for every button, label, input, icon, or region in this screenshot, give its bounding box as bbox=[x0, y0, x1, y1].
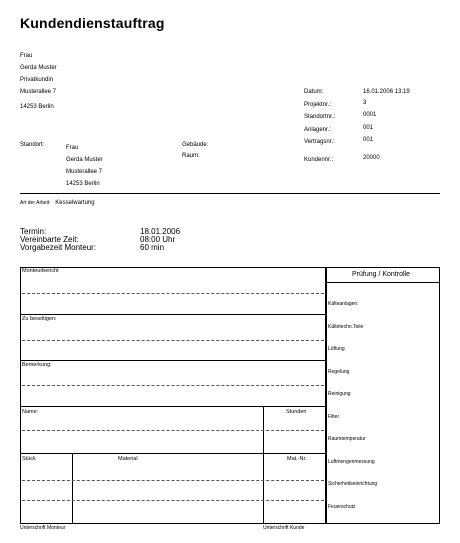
remark-label: Bemerkung: bbox=[22, 362, 52, 368]
check-item: Regelung bbox=[328, 368, 350, 375]
meta-values bbox=[363, 86, 410, 164]
customer-address-line: Gerda Muster bbox=[20, 65, 57, 71]
sign-customer-label: Unterschrift Kunde bbox=[263, 525, 305, 531]
hours-label: Stunden bbox=[286, 409, 307, 415]
checks-header: Prüfung / Kontrolle bbox=[352, 271, 410, 278]
location-address bbox=[66, 142, 103, 190]
monteur-report-label: Monteurbericht bbox=[22, 268, 59, 274]
meta-value: 20000 bbox=[363, 154, 380, 161]
dashed-line bbox=[22, 480, 324, 481]
check-item: Luftmengenmessung bbox=[328, 458, 375, 465]
check-item: Kältetechn.Teile bbox=[328, 323, 364, 330]
dashed-line bbox=[22, 385, 324, 386]
name-label: Name: bbox=[22, 409, 39, 415]
schedule-labels bbox=[20, 228, 96, 252]
location-line: Musterallee 7 bbox=[66, 169, 103, 175]
meta-value: 16.01.2006 13:19 bbox=[363, 89, 410, 95]
schedule-value: 60 min bbox=[140, 243, 165, 252]
schedule-value: 18.01.2006 bbox=[140, 227, 181, 236]
customer-address-line: Musterallee 7 bbox=[20, 89, 57, 95]
qty-label: Stück bbox=[22, 456, 36, 462]
separator-line bbox=[20, 193, 440, 194]
section-divider bbox=[20, 406, 326, 407]
meta-label: Vertragsnr.: bbox=[304, 139, 335, 145]
building-label: Gebäude: bbox=[182, 142, 209, 148]
sign-monteur-label: Unterschrift Monteur bbox=[20, 525, 66, 531]
dashed-line bbox=[22, 430, 324, 431]
meta-label: Datum: bbox=[304, 89, 324, 95]
room-label: Raum: bbox=[182, 153, 200, 159]
meta-labels bbox=[304, 86, 335, 166]
work-type-label: Art der Arbeit: bbox=[20, 200, 51, 206]
section-divider bbox=[20, 360, 326, 361]
check-item: Raumtemperatur bbox=[328, 436, 366, 442]
meta-value: 0001 bbox=[363, 112, 377, 118]
schedule-label: Vereinbarte Zeit: bbox=[20, 235, 79, 244]
check-item: Filter bbox=[328, 413, 340, 420]
work-type-value: Kesselwartung bbox=[55, 200, 95, 206]
work-type bbox=[20, 200, 95, 207]
location-line: Frau bbox=[66, 145, 79, 151]
meta-label: Standortnr.: bbox=[304, 114, 336, 120]
check-item: Lüftung bbox=[328, 346, 345, 352]
schedule-label: Termin: bbox=[20, 227, 47, 236]
dashed-line bbox=[22, 293, 324, 294]
location-line: Gerda Muster bbox=[66, 157, 103, 163]
schedule-value: 08:00 Uhr bbox=[140, 235, 176, 244]
check-item: Kälteanlagen: bbox=[328, 301, 359, 307]
to-do-label: Zu beseitigen: bbox=[22, 316, 57, 322]
material-label: Material bbox=[118, 456, 138, 462]
page-title: Kundendienstauftrag bbox=[20, 15, 165, 31]
customer-address-line: Frau bbox=[20, 53, 33, 59]
checks-list bbox=[328, 293, 377, 518]
location-label: Standort: bbox=[20, 142, 45, 148]
check-item: Sicherheitseinrichtung bbox=[328, 481, 378, 487]
meta-label: Kundennr.: bbox=[304, 156, 334, 163]
location-line: 14253 Berlin bbox=[66, 181, 100, 187]
check-item: Feuerschutz bbox=[328, 503, 356, 510]
dashed-line bbox=[22, 500, 324, 501]
meta-value: 001 bbox=[363, 137, 374, 143]
dashed-line bbox=[22, 340, 324, 341]
meta-label: Projektnr.: bbox=[304, 101, 332, 108]
customer-city: 14253 Berlin bbox=[20, 104, 54, 110]
schedule-label: Vorgabezeit Monteur: bbox=[20, 243, 97, 252]
section-divider bbox=[20, 314, 326, 315]
report-form-box bbox=[20, 267, 326, 524]
material-no-label: Mat.-Nr. bbox=[287, 456, 307, 462]
meta-value: 3 bbox=[363, 99, 367, 106]
meta-label: Anlagenr.: bbox=[304, 126, 332, 133]
column-divider bbox=[263, 406, 264, 524]
meta-value: 001 bbox=[363, 124, 374, 131]
check-item: Reinigung bbox=[328, 391, 351, 397]
section-divider bbox=[20, 453, 326, 454]
customer-address bbox=[20, 50, 57, 98]
checks-header-divider bbox=[326, 282, 440, 283]
schedule-values bbox=[140, 228, 180, 252]
customer-address-line: Privatkundin bbox=[20, 77, 54, 83]
column-divider bbox=[72, 453, 73, 524]
